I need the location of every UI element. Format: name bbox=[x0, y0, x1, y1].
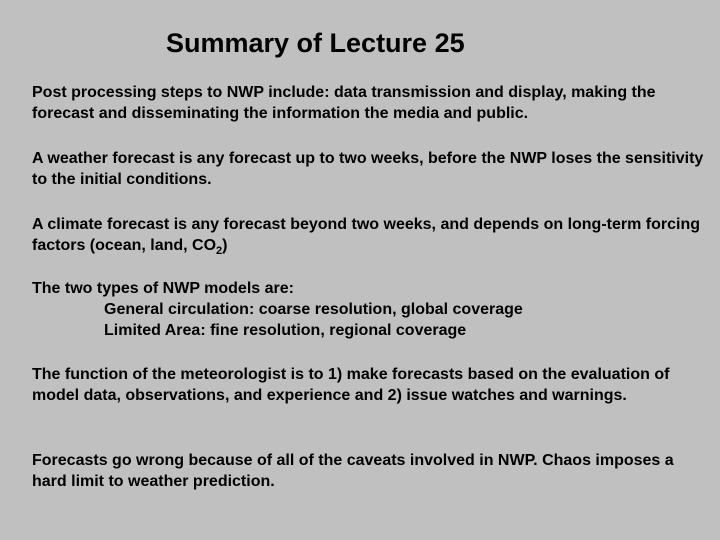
nwp-models-intro: The two types of NWP models are: bbox=[32, 280, 294, 297]
co2-subscript: 2 bbox=[216, 245, 223, 257]
climate-forecast-text: A climate forecast is any forecast beyond two weeks, and depends on long-term forcing factors (ocean, land, CO bbox=[32, 216, 700, 254]
paragraph-post-processing: Post processing steps to NWP include: data transmission and display, making the forecast and disseminating the information the media and public. bbox=[32, 84, 656, 122]
slide-title: Summary of Lecture 25 bbox=[166, 28, 465, 58]
paragraph-nwp-models bbox=[32, 278, 704, 341]
climate-forecast-closing: ) bbox=[222, 237, 228, 254]
nwp-model-item-general: General circulation: coarse resolution, global coverage bbox=[104, 301, 523, 318]
nwp-model-item-limited: Limited Area: fine resolution, regional coverage bbox=[104, 322, 467, 339]
paragraph-weather-forecast: A weather forecast is any forecast up to two weeks, before the NWP loses the sensitivity to the initial conditions. bbox=[32, 150, 704, 188]
paragraph-meteorologist: The function of the meteorologist is to 1) make forecasts based on the evaluation of model data, observations, and experience and 2) issue watches and warnings. bbox=[32, 366, 670, 404]
paragraph-chaos: Forecasts go wrong because of all of the caveats involved in NWP. Chaos imposes a hard limit to weather prediction. bbox=[32, 452, 674, 490]
paragraph-climate-forecast bbox=[32, 214, 704, 262]
